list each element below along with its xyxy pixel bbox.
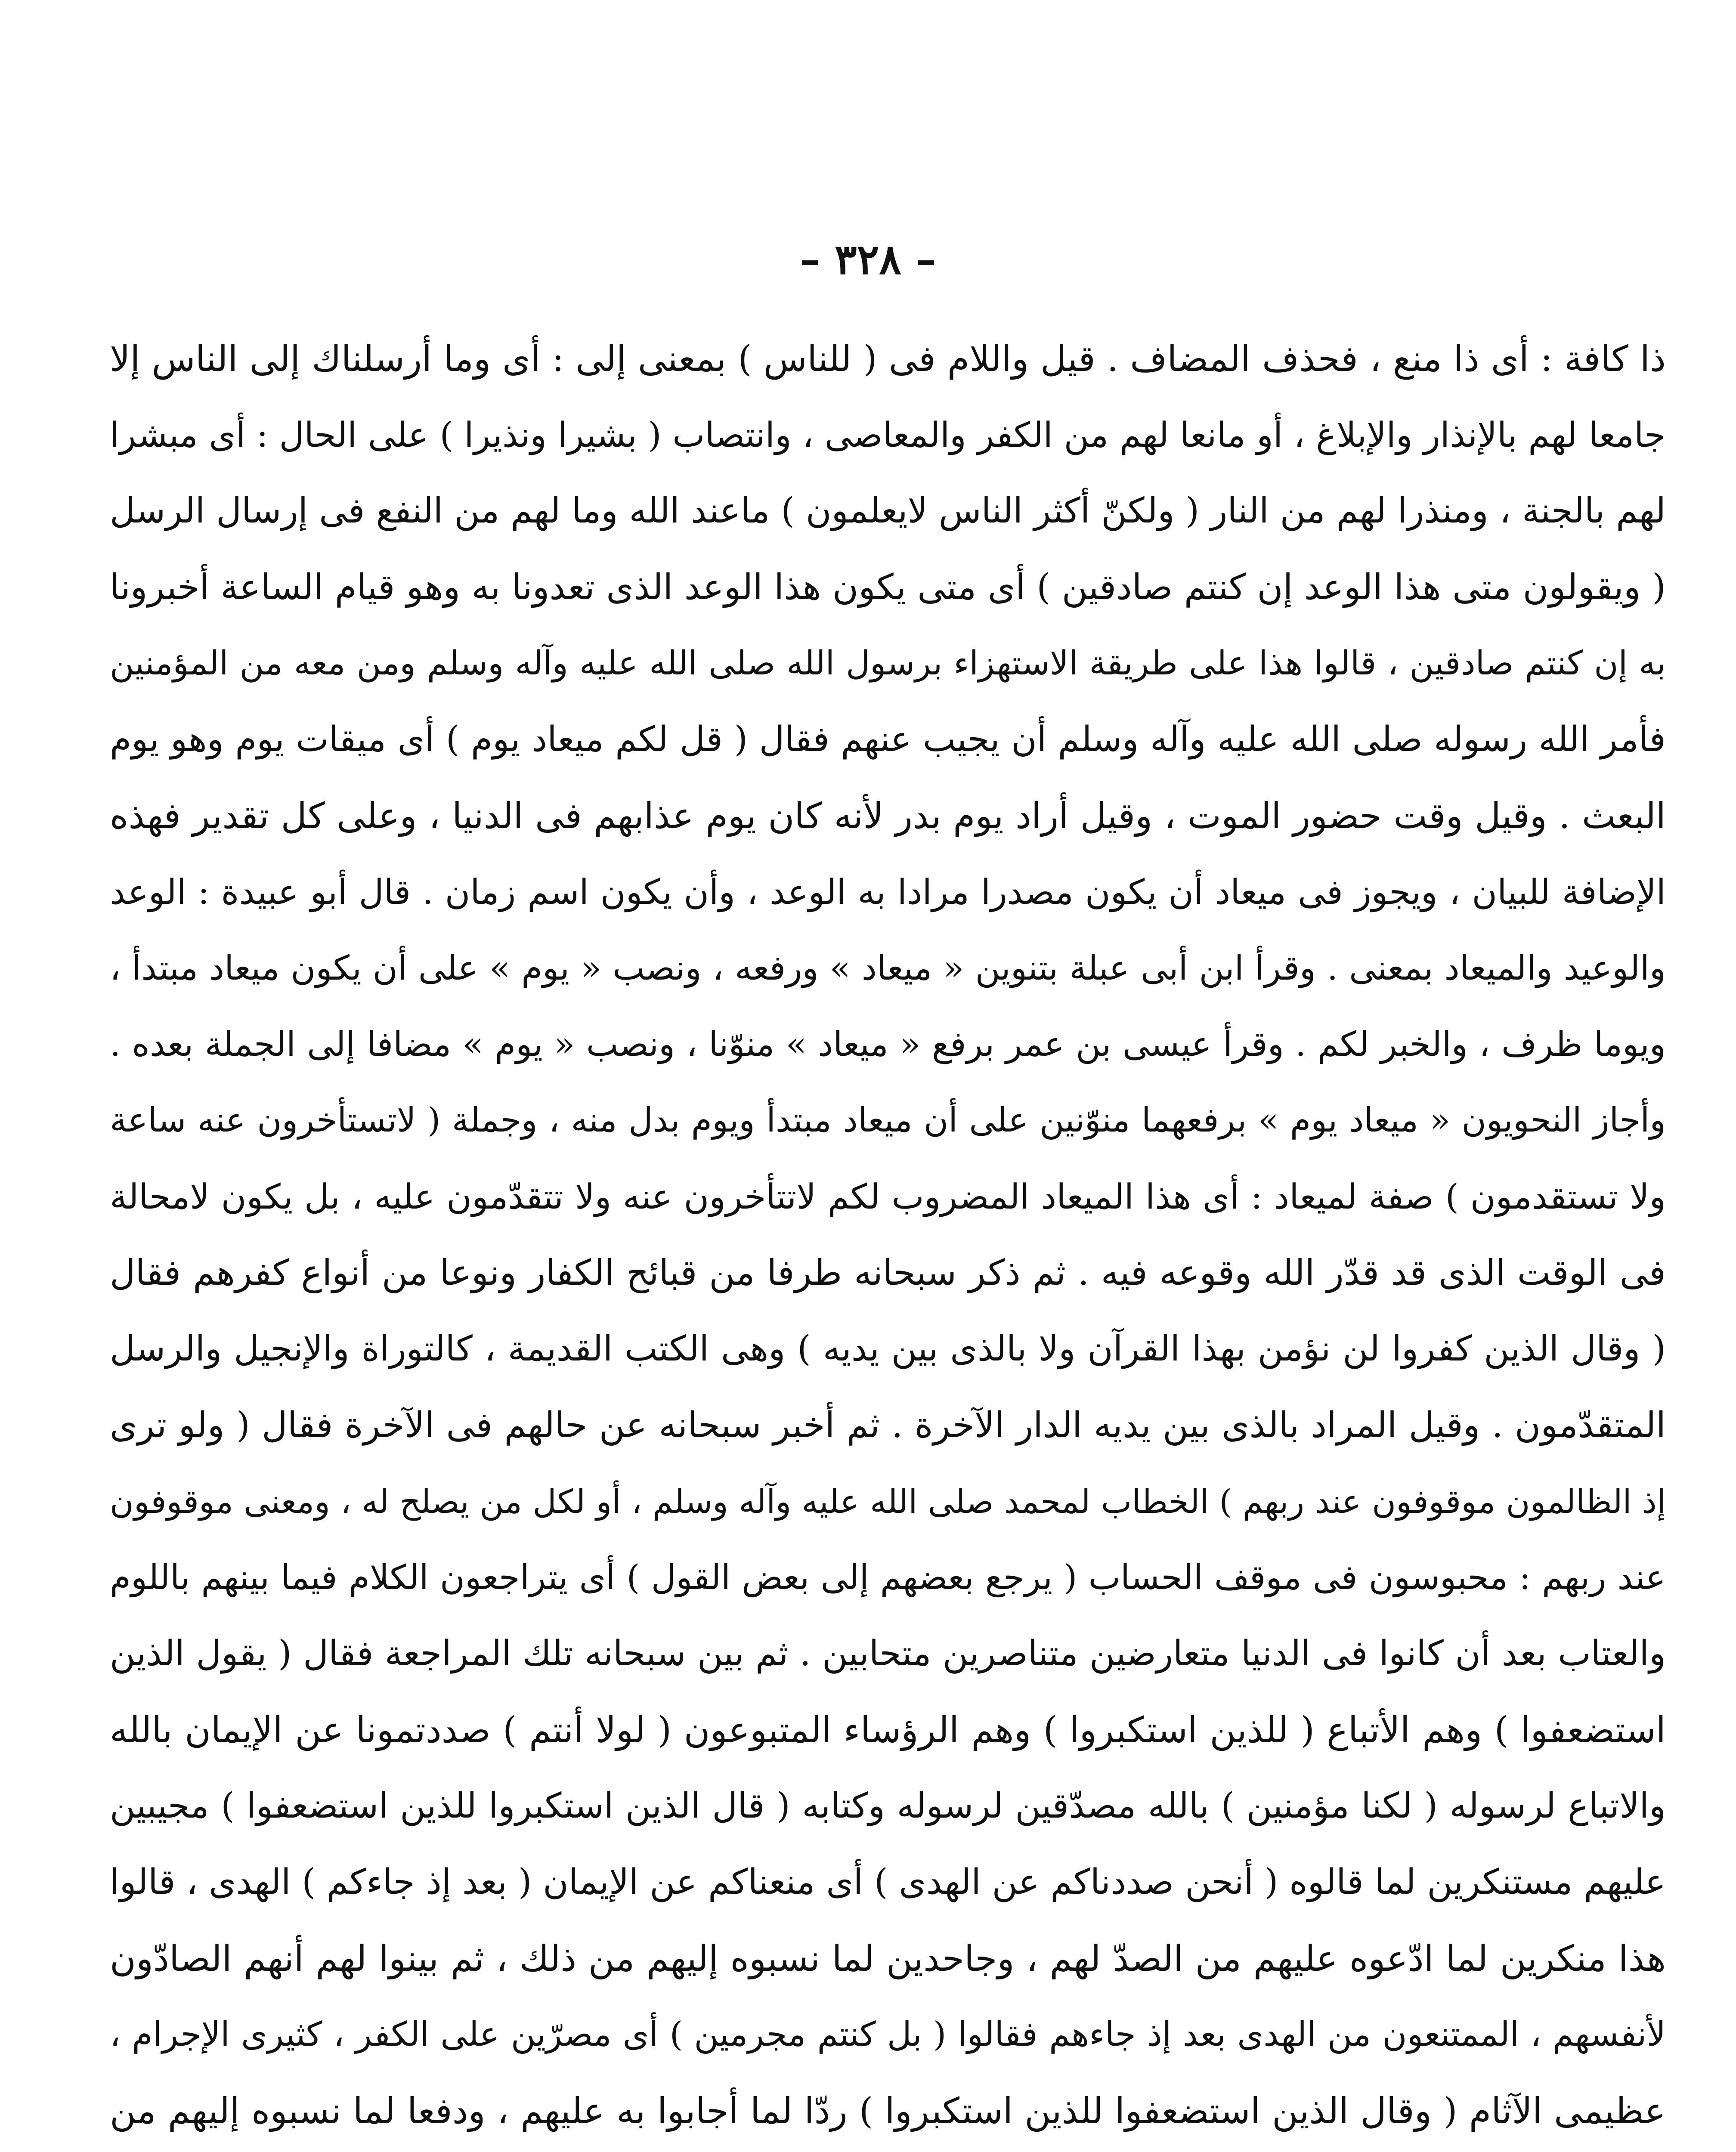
text-line: الإضافة للبيان ، ويجوز فى ميعاد أن يكون مصدرا مرادا به الوعد ، وأن يكون اسم زمان . قال أبو عبيدة : الوعد — [110, 872, 1666, 912]
text-line: لأنفسهم ، الممتنعون من الهدى بعد إذ جاءهم فقالوا ( بل كنتم مجرمين ) أى مصرّين على الكفر ، كثيرى الإجرام ، — [110, 2015, 1666, 2054]
text-line: هذا منكرين لما ادّعوه عليهم من الصدّ لهم ، وجاحدين لما نسبوه إليهم من ذلك ، ثم بينوا لهم أنهم الصادّون — [110, 1938, 1666, 1979]
text-line: وأجاز النحويون « ميعاد يوم » برفعهما منوّنين على أن ميعاد مبتدأ ويوم بدل منه ، وجملة ( لاتستأخرون عنه ساعة — [110, 1101, 1666, 1140]
text-line: ( ويقولون متى هذا الوعد إن كنتم صادقين ) أى متى يكون هذا الوعد الذى تعدونا به وهو قيام الساعة أخبرونا — [110, 567, 1666, 608]
text-line — [110, 2149, 1666, 2152]
text-line: عليهم مستنكرين لما قالوه ( أنحن صددناكم عن الهدى ) أى منعناكم عن الإيمان ( بعد إذ جاءكم ) الهدى ، قالوا — [110, 1862, 1666, 1902]
text-line: ويوما ظرف ، والخبر لكم . وقرأ عيسى بن عمر برفع « ميعاد » منوّنا ، ونصب « يوم » مضافا إلى الجملة بعده . — [110, 1024, 1666, 1064]
text-line: جامعا لهم بالإنذار والإبلاغ ، أو مانعا لهم من الكفر والمعاصى ، وانتصاب ( بشيرا ونذيرا ) على الحال : أى مبشرا — [110, 415, 1666, 455]
text-line: استضعفوا ) وهم الأتباع ( للذين استكبروا ) وهم الرؤساء المتبوعون ( لولا أنتم ) صددتمونا عن الإيمان بالله — [110, 1709, 1666, 1751]
text-line: عظيمى الآثام ( وقال الذين استضعفوا للذين استكبروا ) ردّا لما أجابوا به عليهم ، ودفعا لما نسبوه إليهم من — [110, 2090, 1666, 2132]
text-line: فأمر الله رسوله صلى الله عليه وآله وسلم أن يجيب عنهم فقال ( قل لكم ميعاد يوم ) أى ميقات يوم وهو يوم — [110, 719, 1666, 760]
text-line: والوعيد والميعاد بمعنى . وقرأ ابن أبى عبلة بتنوين « ميعاد » ورفعه ، ونصب « يوم » على أن يكون ميعاد مبتدأ ، — [110, 948, 1666, 988]
text-line: والعتاب بعد أن كانوا فى الدنيا متعارضين متناصرين متحابين . ثم بين سبحانه تلك المراجعة فقال ( يقول الذين — [110, 1633, 1666, 1674]
text-line: المتقدّمون . وقيل المراد بالذى بين يديه الدار الآخرة . ثم أخبر سبحانه عن حالهم فى الآخرة فقال ( ولو ترى — [110, 1405, 1666, 1446]
text-line: ( وقال الذين كفروا لن نؤمن بهذا القرآن ولا بالذى بين يديه ) وهى الكتب القديمة ، كالتوراة والإنجيل والرسل — [110, 1329, 1666, 1369]
text-line: ذا كافة : أى ذا منع ، فحذف المضاف . قيل واللام فى ( للناس ) بمعنى إلى : أى وما أرسلناك إلى الناس إلا — [110, 338, 1666, 380]
page-number: – ٣٢٨ – — [799, 235, 937, 284]
body-text — [110, 321, 1666, 2152]
text-line: البعث . وقيل وقت حضور الموت ، وقيل أراد يوم بدر لأنه كان يوم عذابهم فى الدنيا ، وعلى كل تقدير فهذه — [110, 795, 1666, 837]
text-line: به إن كنتم صادقين ، قالوا هذا على طريقة الاستهزاء برسول الله صلى الله عليه وآله وسلم ومن معه من المؤمنين — [110, 644, 1666, 683]
text-line: عند ربهم : محبوسون فى موقف الحساب ( يرجع بعضهم إلى بعض القول ) أى يتراجعون الكلام فيما بينهم باللوم — [110, 1558, 1666, 1597]
text-line: فى الوقت الذى قد قدّر الله وقوعه فيه . ثم ذكر سبحانه طرفا من قبائح الكفار ونوعا من أنواع كفرهم فقال — [110, 1252, 1666, 1293]
text-line: ولا تستقدمون ) صفة لميعاد : أى هذا الميعاد المضروب لكم لاتتأخرون عنه ولا تتقدّمون عليه ، بل يكون لامحالة — [110, 1177, 1666, 1217]
text-line: إذ الظالمون موقوفون عند ربهم ) الخطاب لمحمد صلى الله عليه وآله وسلم ، أو لكل من يصلح له ، ومعنى موقوفون — [110, 1482, 1666, 1521]
text-line: والاتباع لرسوله ( لكنا مؤمنين ) بالله مصدّقين لرسوله وكتابه ( قال الذين استكبروا للذين استضعفوا ) مجيبين — [110, 1786, 1666, 1826]
text-line: لهم بالجنة ، ومنذرا لهم من النار ( ولكنّ أكثر الناس لايعلمون ) ماعند الله وما لهم من النفع فى إرسال الرسل — [110, 491, 1666, 531]
